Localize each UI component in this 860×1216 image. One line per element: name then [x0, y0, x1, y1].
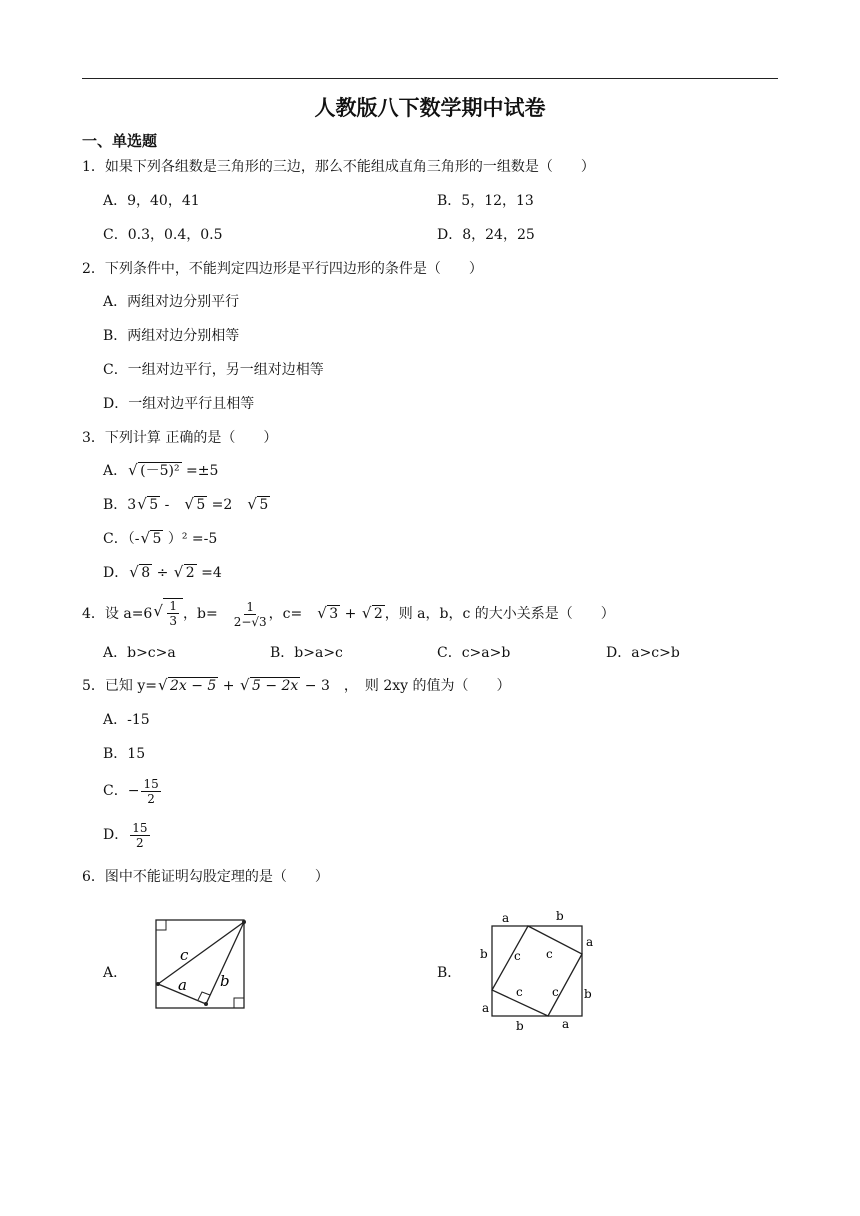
q3a-prefix: A．	[103, 463, 128, 479]
q4-stem-a: 4．设 a=6	[82, 606, 153, 622]
section-heading: 一、单选题	[82, 132, 158, 150]
figure-b-square-proof	[474, 906, 604, 1036]
page-title: 人教版八下数学期中试卷	[314, 96, 546, 120]
sqrt-symbol	[130, 564, 152, 582]
label-a: a	[178, 976, 187, 994]
label-a: a	[482, 1001, 490, 1015]
q1-option-b: B．5，12，13	[437, 193, 534, 209]
q5c-numerator: 15	[143, 776, 159, 791]
label-c: c	[180, 946, 189, 964]
q3d-mid: ÷	[152, 565, 173, 581]
sqrt-symbol	[159, 677, 218, 695]
question-3-stem: 3．下列计算 正确的是（ ）	[82, 430, 278, 446]
q4-a-denominator: 3	[169, 614, 177, 628]
sqrt-symbol	[318, 600, 340, 628]
q5-option-a: A．-15	[103, 712, 150, 728]
q2-option-d: D．一组对边平行且相等	[103, 396, 255, 412]
q3-option-b	[103, 496, 270, 514]
q1-option-a: A．9，40，41	[103, 193, 200, 209]
q1-option-d: D．8，24，25	[437, 227, 535, 243]
question-5-stem	[82, 677, 510, 695]
q3c-suffix: ）² =-5	[163, 531, 218, 547]
q5c-denominator: 2	[147, 791, 155, 806]
q3b-radicand-1: 5	[149, 497, 159, 513]
sqrt-symbol	[363, 600, 385, 628]
q3d-suffix: =4	[196, 565, 222, 581]
sqrt-symbol	[141, 530, 163, 548]
q3d-radicand-1: 8	[141, 565, 151, 581]
sqrt-symbol	[138, 496, 160, 514]
sqrt-symbol	[175, 564, 197, 582]
q3-option-c	[103, 530, 217, 548]
q6-option-a-label: A．	[103, 965, 128, 981]
q1-option-c: C．0.3，0.4，0.5	[103, 227, 223, 243]
figure-b-outer-square	[492, 926, 582, 1016]
q5-option-b: B．15	[103, 746, 146, 762]
figure-a-trapezoid-proof	[148, 912, 248, 1012]
q5-plus: +	[218, 678, 239, 694]
label-b: b	[556, 909, 564, 923]
q5d-denominator: 2	[136, 835, 144, 850]
question-2-stem: 2．下列条件中，不能判定四边形是平行四边形的条件是（ ）	[82, 261, 483, 277]
q3a-radicand: (－5)²	[140, 463, 180, 479]
q3d-prefix: D．	[103, 565, 129, 581]
q5-option-d	[103, 820, 152, 850]
q4-c-radicand-1: 3	[329, 606, 339, 622]
label-b: b	[516, 1019, 524, 1033]
q3b-mid: -	[160, 497, 184, 513]
q3b-prefix: B．3	[103, 497, 137, 513]
fraction	[234, 600, 267, 629]
fraction	[141, 777, 160, 806]
q4-option-b: B．b>a>c	[270, 645, 343, 661]
vertex-dot	[156, 982, 160, 986]
figure-a-triangles	[158, 922, 244, 1004]
fraction	[167, 599, 179, 628]
label-a: a	[562, 1017, 570, 1031]
q5c-prefix: C．−	[103, 783, 140, 799]
figure-b-inner-square	[492, 926, 582, 1016]
q4-option-a: A．b>c>a	[103, 645, 176, 661]
sqrt-symbol	[185, 496, 207, 514]
q4-stem-b: ，b=	[182, 606, 232, 622]
fraction	[130, 821, 149, 850]
q5-tail: − 3 ， 则 2xy 的值为（ ）	[300, 678, 511, 694]
label-a: a	[502, 911, 510, 925]
q3a-suffix: =±5	[181, 463, 219, 479]
q3-option-a	[103, 462, 218, 480]
q4-stem-end: ，则 a，b，c 的大小关系是（ ）	[384, 606, 615, 622]
question-6-stem: 6．图中不能证明勾股定理的是（ ）	[82, 869, 329, 885]
q4-c-radicand-2: 2	[373, 606, 383, 622]
q3b-mid-2: =2	[207, 497, 247, 513]
vertex-dot	[204, 1002, 208, 1006]
q5d-prefix: D．	[103, 827, 129, 843]
label-c: c	[514, 949, 521, 963]
question-4-stem	[82, 598, 615, 629]
q4-option-d: D．a>c>b	[606, 645, 680, 661]
label-c: c	[516, 985, 523, 999]
vertex-dot	[242, 920, 246, 924]
q4-c-plus: +	[340, 606, 361, 622]
label-b: b	[480, 947, 488, 961]
q4-a-numerator: √ 1	[169, 599, 177, 613]
q2-option-b: B．两组对边分别相等	[103, 328, 240, 344]
right-angle-mark	[156, 920, 166, 930]
q5d-numerator: 15	[132, 820, 148, 835]
q5-option-c	[103, 776, 163, 806]
q6-option-b-label: B．	[437, 965, 462, 981]
q4-b-denominator: 2−√3	[233, 614, 267, 629]
top-rule	[82, 78, 778, 79]
sqrt-symbol	[241, 677, 300, 695]
q4-option-c: C．c>a>b	[437, 645, 511, 661]
right-angle-mark	[234, 998, 244, 1008]
q3b-radicand-2: 5	[196, 497, 206, 513]
q3d-radicand-2: 2	[185, 565, 195, 581]
question-1-stem: 1．如果下列各组数是三角形的三边，那么不能组成直角三角形的一组数是（ ）	[82, 159, 595, 175]
q5-stem-a: 5．已知 y=	[82, 678, 157, 694]
q2-option-c: C．一组对边平行，另一组对边相等	[103, 362, 324, 378]
label-c: c	[552, 985, 559, 999]
figure-a-square	[156, 920, 244, 1008]
q5-radicand-1: 2x − 5	[170, 678, 217, 694]
label-c: c	[546, 947, 553, 961]
q5-radicand-2: 5 − 2x	[251, 678, 299, 694]
q3b-radicand-3: 5	[259, 497, 269, 513]
q3c-radicand: 5	[152, 531, 162, 547]
q3c-prefix: C．（-	[103, 531, 140, 547]
q4-stem-c: ，c=	[268, 606, 317, 622]
q3-option-d	[103, 564, 222, 582]
label-b: b	[220, 972, 230, 990]
q4-b-numerator: 1	[246, 599, 254, 614]
sqrt-symbol	[248, 496, 270, 514]
sqrt-symbol	[129, 462, 181, 480]
label-b: b	[584, 987, 592, 1001]
sqrt-symbol	[154, 598, 183, 628]
label-a: a	[586, 935, 594, 949]
q2-option-a: A．两组对边分别平行	[103, 294, 240, 310]
